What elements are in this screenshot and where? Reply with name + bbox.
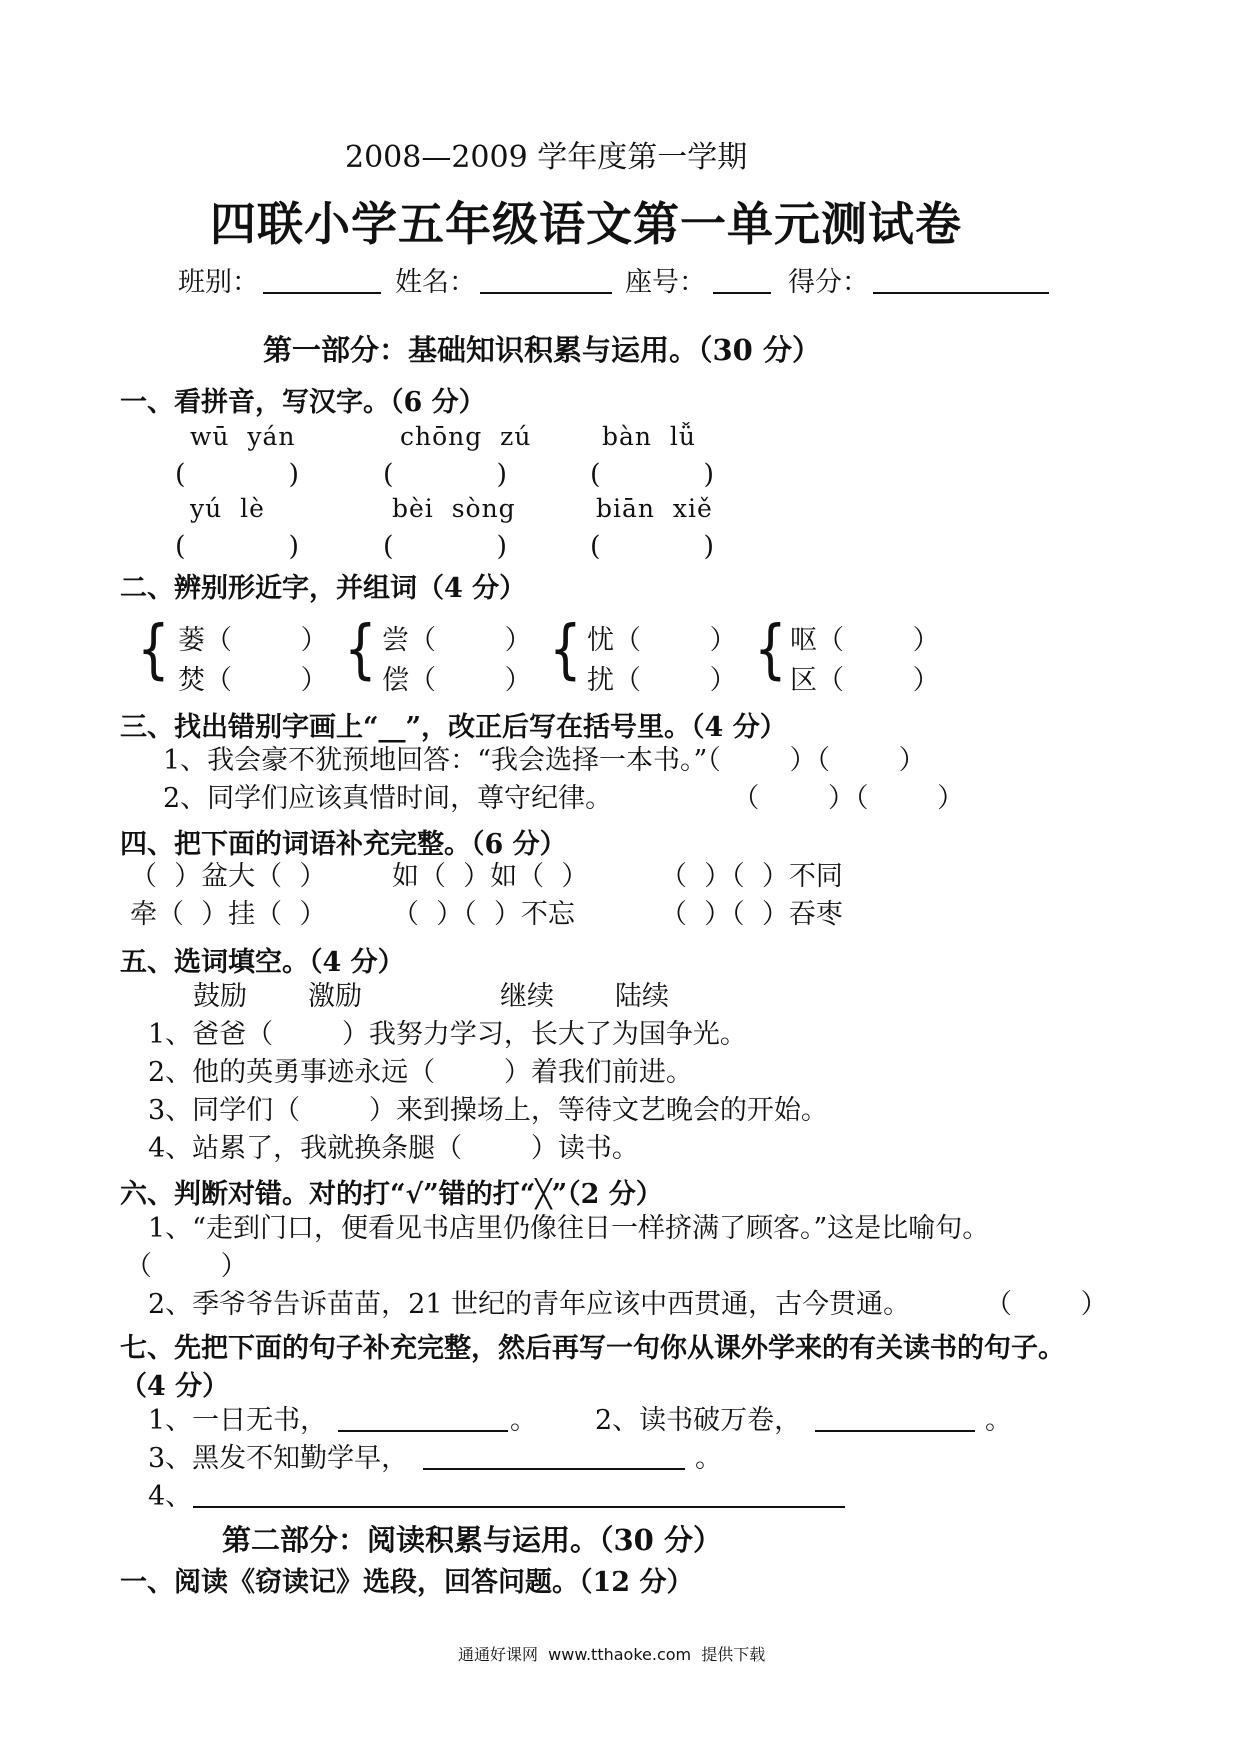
q3-item-1: 1、我会豪不犹预地回答：“我会选择一本书。”（ ）（ ） xyxy=(163,745,926,776)
char-pair-bottom[interactable]: 偿（ ） xyxy=(382,665,532,696)
q6-item-2-paren[interactable]: （ ） xyxy=(985,1289,1108,1320)
q5-item: 1、爸爸（ ）我努力学习，长大了为国争光。 xyxy=(148,1019,747,1050)
char-pair-top[interactable]: 蒌（ ） xyxy=(178,625,328,656)
idiom-fill[interactable]: 牵（ ）挂（ ） xyxy=(130,899,327,930)
reading-heading: 一、阅读《窃读记》选段，回答问题。（12 分） xyxy=(120,1567,694,1598)
idiom-fill[interactable]: （ ）盆大（ ） xyxy=(130,861,327,892)
answer-paren[interactable]: ( ) xyxy=(383,459,508,490)
brace-icon: { xyxy=(549,613,582,687)
pinyin-chongzu: chōng zú xyxy=(400,422,532,451)
word-choice: 陆续 xyxy=(615,981,669,1012)
q3-heading: 三、找出错别字画上“__”，改正后写在括号里。（4 分） xyxy=(120,712,787,743)
pinyin-wuyan: wū yán xyxy=(190,422,296,451)
score-blank[interactable] xyxy=(873,292,1049,294)
answer-paren[interactable]: ( ) xyxy=(175,531,300,562)
answer-paren[interactable]: ( ) xyxy=(590,531,715,562)
name-label: 姓名： xyxy=(395,267,476,298)
idiom-fill[interactable]: 如（ ）如（ ） xyxy=(392,861,589,892)
answer-line[interactable] xyxy=(338,1430,508,1432)
q2-heading: 二、辨别形近字，并组词（4 分） xyxy=(120,573,527,604)
q4-heading: 四、把下面的词语补充完整。（6 分） xyxy=(120,829,567,860)
period: 。 xyxy=(985,1405,1012,1436)
seat-label: 座号： xyxy=(625,267,706,298)
name-blank[interactable] xyxy=(480,292,612,294)
idiom-fill[interactable]: （ ）（ ）不同 xyxy=(660,861,843,892)
class-blank[interactable] xyxy=(263,292,381,294)
answer-paren[interactable]: ( ) xyxy=(590,459,715,490)
seat-blank[interactable] xyxy=(713,292,771,294)
q5-heading: 五、选词填空。（4 分） xyxy=(120,947,405,978)
q7-item-2: 2、读书破万卷， xyxy=(595,1405,802,1436)
q1-heading: 一、看拼音，写汉字。（6 分） xyxy=(120,387,486,418)
word-choice: 鼓励 xyxy=(193,981,247,1012)
char-pair-top[interactable]: 尝（ ） xyxy=(382,625,532,656)
char-pair-top[interactable]: 呕（ ） xyxy=(790,625,940,656)
q7-heading: 七、先把下面的句子补充完整，然后再写一句你从课外学来的有关读书的句子。 xyxy=(120,1333,1065,1364)
pinyin-bianxie: biān xiě xyxy=(596,494,713,523)
score-label: 得分： xyxy=(788,267,869,298)
char-pair-top[interactable]: 忧（ ） xyxy=(587,625,737,656)
q6-item-1-paren[interactable]: （ ） xyxy=(125,1251,248,1282)
idiom-fill[interactable]: （ ）（ ）吞枣 xyxy=(660,899,843,930)
q6-item-2: 2、季爷爷告诉苗苗，21 世纪的青年应该中西贯通，古今贯通。 xyxy=(148,1289,911,1320)
q5-item: 4、站累了，我就换条腿（ ）读书。 xyxy=(148,1133,639,1164)
page-title: 四联小学五年级语文第一单元测试卷 xyxy=(210,197,962,251)
answer-line[interactable] xyxy=(193,1506,845,1508)
q6-heading: 六、判断对错。对的打“√”错的打“╳”（2 分） xyxy=(120,1179,663,1210)
brace-icon: { xyxy=(137,613,170,687)
term-line: 2008—2009 学年度第一学期 xyxy=(345,140,748,175)
q5-item: 2、他的英勇事迹永远（ ）着我们前进。 xyxy=(148,1057,693,1088)
footer-text: 通通好课网 www.tthaoke.com 提供下载 xyxy=(458,1645,766,1664)
brace-icon: { xyxy=(754,613,787,687)
pinyin-beisong: bèi sòng xyxy=(392,494,516,523)
q7-item-1: 1、一日无书， xyxy=(148,1405,328,1436)
word-choice: 激励 xyxy=(308,981,362,1012)
pinyin-yule: yú lè xyxy=(190,494,265,523)
q6-item-1: 1、“走到门口，便看见书店里仍像往日一样挤满了顾客。”这是比喻句。 xyxy=(148,1213,990,1244)
class-label: 班别： xyxy=(178,267,259,298)
char-pair-bottom[interactable]: 扰（ ） xyxy=(587,665,737,696)
period: 。 xyxy=(510,1405,537,1436)
part2-heading: 第二部分：阅读积累与运用。（30 分） xyxy=(222,1523,722,1557)
part1-heading: 第一部分：基础知识积累与运用。（30 分） xyxy=(263,333,821,367)
answer-line[interactable] xyxy=(423,1468,685,1470)
brace-icon: { xyxy=(344,613,377,687)
answer-paren[interactable]: ( ) xyxy=(175,459,300,490)
pinyin-banlv: bàn lǚ xyxy=(602,422,696,451)
q3-item-2: 2、同学们应该真惜时间，尊守纪律。 （ ）（ ） xyxy=(163,783,965,814)
q7-item-3: 3、黑发不知勤学早， xyxy=(148,1443,409,1474)
q7-item-4: 4、 xyxy=(148,1481,193,1512)
idiom-fill[interactable]: （ ）（ ）不忘 xyxy=(392,899,575,930)
q7-score: （4 分） xyxy=(120,1371,230,1402)
char-pair-bottom[interactable]: 焚（ ） xyxy=(178,665,328,696)
answer-paren[interactable]: ( ) xyxy=(383,531,508,562)
q5-item: 3、同学们（ ）来到操场上，等待文艺晚会的开始。 xyxy=(148,1095,828,1126)
answer-line[interactable] xyxy=(815,1430,975,1432)
char-pair-bottom[interactable]: 区（ ） xyxy=(790,665,940,696)
period: 。 xyxy=(695,1443,722,1474)
word-choice: 继续 xyxy=(500,981,554,1012)
